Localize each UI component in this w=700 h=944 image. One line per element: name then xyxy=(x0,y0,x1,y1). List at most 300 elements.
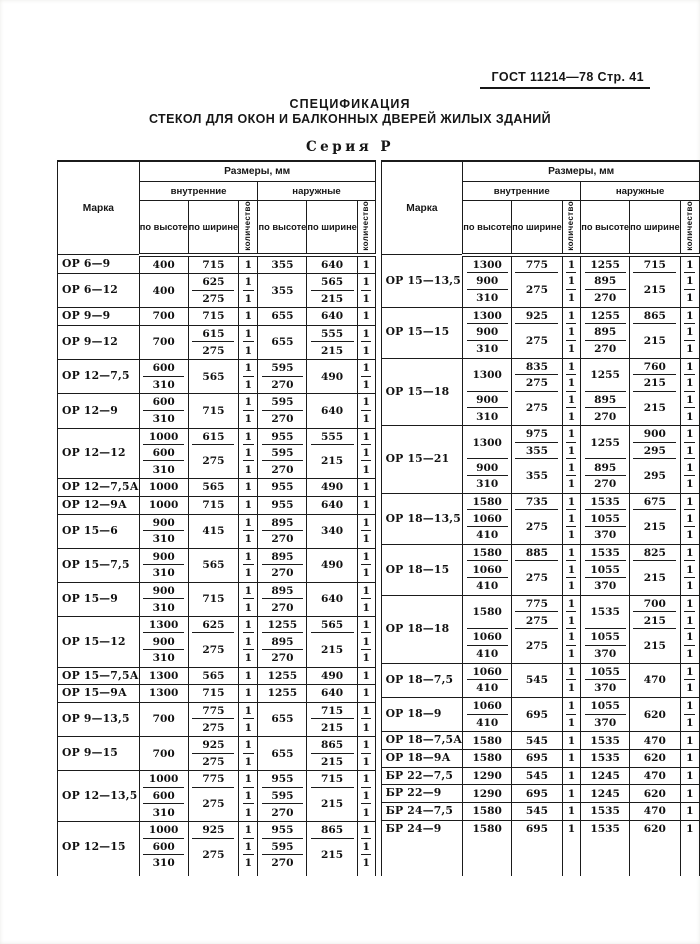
cell-ext-height: 895 xyxy=(258,582,307,599)
cell-int-height: 1290 xyxy=(463,767,512,785)
table-row xyxy=(58,771,376,788)
cell-int-height: 1060 xyxy=(463,698,512,715)
cell-ext-qty: 1 xyxy=(357,377,375,394)
cell-ext-width: 715 xyxy=(630,255,681,274)
cell-ext-height: 955 xyxy=(258,822,307,839)
cell-ext-width: 490 xyxy=(307,360,358,394)
cell-int-qty: 1 xyxy=(562,307,581,324)
cell-int-qty: 1 xyxy=(239,839,258,856)
cell-int-width: 275 xyxy=(188,343,239,360)
cell-ext-qty: 1 xyxy=(680,562,699,579)
cell-ext-qty: 1 xyxy=(357,462,375,479)
cell-int-width: 775 xyxy=(512,255,563,274)
cell-int-width: 275 xyxy=(512,392,563,426)
cell-ext-qty: 1 xyxy=(357,703,375,720)
table-row xyxy=(381,663,699,680)
table-row xyxy=(381,596,699,613)
cell-int-width: 715 xyxy=(188,496,239,514)
cell-int-width: 975 xyxy=(512,426,563,443)
cell-ext-qty: 1 xyxy=(680,460,699,477)
cell-ext-qty: 1 xyxy=(357,548,375,565)
cell-ext-height: 270 xyxy=(258,377,307,394)
cell-int-height: 410 xyxy=(463,646,512,663)
cell-int-height: 310 xyxy=(139,565,188,582)
table-row xyxy=(58,582,376,599)
filler-cell xyxy=(307,872,358,876)
table-row xyxy=(58,737,376,754)
cell-ext-height: 1255 xyxy=(581,307,630,324)
header-internal: внутренние xyxy=(463,182,581,201)
cell-ext-qty: 1 xyxy=(357,394,375,411)
cell-ext-qty: 1 xyxy=(357,855,375,872)
cell-ext-qty: 1 xyxy=(680,820,699,837)
cell-int-width: 545 xyxy=(512,732,563,750)
cell-int-qty: 1 xyxy=(562,767,581,785)
cell-ext-qty: 1 xyxy=(357,255,375,274)
cell-int-height: 900 xyxy=(463,324,512,341)
cell-int-qty: 1 xyxy=(562,732,581,750)
cell-int-width: 715 xyxy=(188,685,239,703)
cell-int-height: 1580 xyxy=(463,803,512,821)
cell-mark: БР 24—7,5 xyxy=(381,803,463,821)
cell-ext-height: 955 xyxy=(258,496,307,514)
cell-int-height: 1300 xyxy=(463,426,512,460)
cell-int-width: 715 xyxy=(188,308,239,326)
cell-int-qty: 1 xyxy=(562,426,581,443)
cell-ext-width: 215 xyxy=(630,613,681,630)
cell-int-qty: 1 xyxy=(562,613,581,630)
cell-ext-qty: 1 xyxy=(357,737,375,754)
cell-int-qty: 1 xyxy=(239,326,258,343)
cell-int-qty: 1 xyxy=(239,565,258,582)
cell-int-height: 310 xyxy=(139,600,188,617)
cell-int-width: 275 xyxy=(188,291,239,308)
cell-mark: ОР 15—6 xyxy=(58,514,140,548)
header-by-height: по высоте xyxy=(463,201,512,255)
cell-ext-height: 1255 xyxy=(581,358,630,392)
cell-ext-height: 595 xyxy=(258,788,307,805)
cell-int-width: 715 xyxy=(188,255,239,274)
cell-ext-qty: 1 xyxy=(680,596,699,613)
cell-ext-height: 595 xyxy=(258,839,307,856)
cell-int-qty: 1 xyxy=(562,409,581,426)
cell-int-width: 835 xyxy=(512,358,563,375)
header-quantity xyxy=(357,201,375,255)
filler-cell xyxy=(357,872,375,876)
cell-int-width: 735 xyxy=(512,494,563,511)
cell-ext-height: 270 xyxy=(258,565,307,582)
cell-int-width: 715 xyxy=(188,394,239,428)
cell-ext-height: 270 xyxy=(258,531,307,548)
cell-ext-width: 565 xyxy=(307,274,358,291)
cell-ext-qty: 1 xyxy=(680,392,699,409)
cell-int-qty: 1 xyxy=(562,358,581,375)
cell-ext-width: 470 xyxy=(630,803,681,821)
cell-int-height: 1000 xyxy=(139,822,188,839)
cell-int-qty: 1 xyxy=(562,341,581,358)
cell-int-width: 885 xyxy=(512,545,563,562)
cell-int-qty: 1 xyxy=(239,650,258,667)
cell-int-qty: 1 xyxy=(239,428,258,445)
cell-int-qty: 1 xyxy=(562,545,581,562)
cell-int-qty: 1 xyxy=(562,527,581,544)
cell-int-height: 310 xyxy=(139,411,188,428)
cell-ext-qty: 1 xyxy=(357,343,375,360)
table-row xyxy=(381,545,699,562)
header-quantity-label: количество xyxy=(684,201,694,251)
cell-ext-width: 340 xyxy=(307,514,358,548)
cell-ext-width: 620 xyxy=(630,785,681,803)
cell-ext-width: 470 xyxy=(630,663,681,697)
cell-int-width: 695 xyxy=(512,750,563,768)
cell-int-width: 565 xyxy=(188,479,239,497)
cell-mark: ОР 9—9 xyxy=(58,308,140,326)
cell-ext-width: 215 xyxy=(630,273,681,307)
cell-int-height: 310 xyxy=(139,805,188,822)
cell-ext-qty: 1 xyxy=(680,511,699,528)
cell-int-qty: 1 xyxy=(239,479,258,497)
cell-int-qty: 1 xyxy=(239,855,258,872)
cell-ext-qty: 1 xyxy=(357,685,375,703)
cell-ext-height: 1535 xyxy=(581,803,630,821)
table-row xyxy=(381,820,699,837)
cell-ext-width: 825 xyxy=(630,545,681,562)
table-row xyxy=(381,750,699,768)
page-header-gost: ГОСТ 11214—78 Стр. 41 xyxy=(480,70,650,89)
cell-ext-height: 370 xyxy=(581,578,630,595)
cell-ext-qty: 1 xyxy=(357,634,375,651)
cell-int-height: 700 xyxy=(139,737,188,771)
cell-int-qty: 1 xyxy=(239,462,258,479)
cell-int-height: 410 xyxy=(463,527,512,544)
cell-ext-height: 655 xyxy=(258,703,307,737)
filler-cell xyxy=(680,838,699,877)
cell-int-qty: 1 xyxy=(239,360,258,377)
header-by-height: по высоте xyxy=(139,201,188,255)
right-table-body xyxy=(381,255,699,876)
cell-int-width: 545 xyxy=(512,663,563,697)
cell-ext-qty: 1 xyxy=(680,527,699,544)
cell-int-qty: 1 xyxy=(239,737,258,754)
table-row xyxy=(58,394,376,411)
header-internal: внутренние xyxy=(139,182,258,201)
cell-int-width: 545 xyxy=(512,803,563,821)
cell-mark: ОР 12—15 xyxy=(58,822,140,872)
table-row xyxy=(58,428,376,445)
cell-ext-height: 270 xyxy=(258,650,307,667)
table-row xyxy=(381,803,699,821)
header-by-width: по ширине xyxy=(307,201,358,255)
cell-ext-width: 620 xyxy=(630,820,681,837)
cell-int-width: 275 xyxy=(188,445,239,479)
header-quantity xyxy=(562,201,581,255)
cell-int-qty: 1 xyxy=(239,617,258,634)
cell-ext-width: 470 xyxy=(630,767,681,785)
table-row xyxy=(381,732,699,750)
cell-int-height: 900 xyxy=(463,460,512,477)
cell-int-height: 1580 xyxy=(463,545,512,562)
cell-ext-qty: 1 xyxy=(357,496,375,514)
cell-ext-qty: 1 xyxy=(680,341,699,358)
cell-ext-qty: 1 xyxy=(357,531,375,548)
cell-ext-qty: 1 xyxy=(357,720,375,737)
cell-int-width: 925 xyxy=(512,307,563,324)
cell-int-height: 410 xyxy=(463,680,512,697)
left-table-header xyxy=(58,161,376,255)
header-by-height: по высоте xyxy=(581,201,630,255)
cell-ext-height: 895 xyxy=(258,634,307,651)
cell-ext-qty: 1 xyxy=(357,565,375,582)
cell-ext-height: 895 xyxy=(258,514,307,531)
cell-ext-qty: 1 xyxy=(680,715,699,732)
cell-int-height: 1000 xyxy=(139,479,188,497)
cell-int-qty: 1 xyxy=(562,785,581,803)
table-row xyxy=(58,360,376,377)
cell-ext-qty: 1 xyxy=(680,698,699,715)
header-by-width: по ширине xyxy=(512,201,563,255)
cell-ext-height: 1535 xyxy=(581,732,630,750)
cell-ext-height: 1255 xyxy=(258,685,307,703)
cell-int-qty: 1 xyxy=(239,377,258,394)
cell-int-height: 700 xyxy=(139,326,188,360)
cell-int-qty: 1 xyxy=(239,255,258,274)
cell-int-height: 900 xyxy=(139,514,188,531)
cell-int-width: 695 xyxy=(512,698,563,732)
cell-int-qty: 1 xyxy=(239,548,258,565)
filler-cell xyxy=(58,872,140,876)
cell-ext-qty: 1 xyxy=(680,476,699,493)
cell-int-height: 1060 xyxy=(463,562,512,579)
cell-ext-width: 700 xyxy=(630,596,681,613)
cell-ext-height: 1245 xyxy=(581,785,630,803)
cell-ext-width: 215 xyxy=(307,839,358,872)
table-row xyxy=(58,514,376,531)
cell-ext-qty: 1 xyxy=(680,646,699,663)
cell-ext-height: 270 xyxy=(581,290,630,307)
cell-ext-width: 675 xyxy=(630,494,681,511)
cell-int-qty: 1 xyxy=(562,273,581,290)
cell-int-width: 355 xyxy=(512,443,563,460)
table-row xyxy=(381,307,699,324)
header-by-width: по ширине xyxy=(188,201,239,255)
table-filler-row xyxy=(381,838,699,877)
cell-ext-height: 270 xyxy=(258,805,307,822)
cell-int-qty: 1 xyxy=(239,514,258,531)
cell-int-height: 1000 xyxy=(139,496,188,514)
cell-mark: ОР 18—9А xyxy=(381,750,463,768)
cell-ext-qty: 1 xyxy=(680,680,699,697)
cell-mark: ОР 12—9 xyxy=(58,394,140,428)
cell-ext-qty: 1 xyxy=(357,788,375,805)
cell-mark: БР 22—9 xyxy=(381,785,463,803)
cell-ext-width: 215 xyxy=(630,324,681,358)
cell-ext-width: 640 xyxy=(307,582,358,616)
cell-mark: ОР 15—13,5 xyxy=(381,255,463,308)
cell-ext-height: 270 xyxy=(258,855,307,872)
spec-subtitle: СТЕКОЛ ДЛЯ ОКОН И БАЛКОННЫХ ДВЕРЕЙ ЖИЛЫХ ЗДАНИЙ xyxy=(148,112,552,126)
cell-int-width: 695 xyxy=(512,820,563,837)
cell-mark: ОР 15—9А xyxy=(58,685,140,703)
cell-ext-width: 470 xyxy=(630,732,681,750)
table-row xyxy=(58,617,376,634)
cell-int-height: 1580 xyxy=(463,732,512,750)
cell-ext-qty: 1 xyxy=(680,663,699,680)
cell-int-width: 695 xyxy=(512,785,563,803)
cell-ext-qty: 1 xyxy=(680,324,699,341)
cell-ext-width: 865 xyxy=(307,822,358,839)
cell-int-qty: 1 xyxy=(562,324,581,341)
cell-mark: ОР 9—13,5 xyxy=(58,703,140,737)
cell-ext-height: 270 xyxy=(258,600,307,617)
cell-int-width: 625 xyxy=(188,617,239,634)
cell-int-width: 275 xyxy=(512,613,563,630)
cell-ext-width: 490 xyxy=(307,548,358,582)
cell-int-qty: 1 xyxy=(239,496,258,514)
cell-ext-qty: 1 xyxy=(680,494,699,511)
table-row xyxy=(381,255,699,274)
cell-ext-height: 370 xyxy=(581,715,630,732)
cell-int-height: 400 xyxy=(139,274,188,308)
filler-cell xyxy=(630,838,681,877)
cell-int-width: 925 xyxy=(188,737,239,754)
cell-int-qty: 1 xyxy=(239,531,258,548)
cell-mark: ОР 18—13,5 xyxy=(381,494,463,545)
cell-int-height: 600 xyxy=(139,839,188,856)
filler-cell xyxy=(258,872,307,876)
cell-int-qty: 1 xyxy=(562,803,581,821)
cell-int-height: 900 xyxy=(139,548,188,565)
cell-ext-qty: 1 xyxy=(680,426,699,443)
table-row xyxy=(58,479,376,497)
cell-ext-height: 270 xyxy=(581,409,630,426)
cell-ext-width: 900 xyxy=(630,426,681,443)
cell-ext-width: 215 xyxy=(307,754,358,771)
cell-int-qty: 1 xyxy=(562,698,581,715)
cell-int-height: 1580 xyxy=(463,596,512,630)
cell-ext-height: 895 xyxy=(581,273,630,290)
cell-int-height: 1060 xyxy=(463,629,512,646)
cell-ext-width: 215 xyxy=(307,445,358,479)
cell-mark: БР 22—7,5 xyxy=(381,767,463,785)
cell-mark: ОР 12—9А xyxy=(58,496,140,514)
cell-int-qty: 1 xyxy=(239,274,258,291)
cell-int-qty: 1 xyxy=(239,822,258,839)
cell-int-qty: 1 xyxy=(239,805,258,822)
cell-int-qty: 1 xyxy=(562,750,581,768)
table-row xyxy=(381,426,699,443)
cell-mark: ОР 18—9 xyxy=(381,698,463,732)
series-label: Серия Р xyxy=(305,139,395,155)
cell-mark: ОР 15—12 xyxy=(58,617,140,668)
cell-ext-qty: 1 xyxy=(680,732,699,750)
cell-ext-height: 1055 xyxy=(581,698,630,715)
cell-ext-width: 215 xyxy=(630,392,681,426)
cell-int-height: 1300 xyxy=(463,307,512,324)
cell-mark: ОР 12—7,5 xyxy=(58,360,140,394)
cell-int-qty: 1 xyxy=(562,494,581,511)
cell-mark: ОР 15—7,5А xyxy=(58,667,140,685)
cell-ext-qty: 1 xyxy=(357,771,375,788)
cell-ext-height: 355 xyxy=(258,255,307,274)
cell-int-height: 900 xyxy=(139,634,188,651)
cell-int-width: 275 xyxy=(512,629,563,663)
cell-ext-width: 620 xyxy=(630,698,681,732)
cell-int-width: 925 xyxy=(188,822,239,839)
cell-ext-qty: 1 xyxy=(357,411,375,428)
cell-ext-height: 655 xyxy=(258,326,307,360)
cell-ext-qty: 1 xyxy=(357,805,375,822)
cell-ext-qty: 1 xyxy=(357,839,375,856)
cell-ext-width: 640 xyxy=(307,255,358,274)
right-table-header xyxy=(381,161,699,255)
cell-int-height: 310 xyxy=(463,341,512,358)
cell-mark: ОР 6—9 xyxy=(58,255,140,274)
cell-ext-qty: 1 xyxy=(680,358,699,375)
cell-int-qty: 1 xyxy=(562,680,581,697)
cell-int-height: 1060 xyxy=(463,663,512,680)
table-row xyxy=(381,767,699,785)
cell-int-height: 1580 xyxy=(463,820,512,837)
cell-ext-qty: 1 xyxy=(680,273,699,290)
cell-int-qty: 1 xyxy=(239,667,258,685)
cell-ext-qty: 1 xyxy=(680,578,699,595)
cell-int-qty: 1 xyxy=(562,511,581,528)
cell-int-width: 275 xyxy=(188,634,239,668)
cell-mark: ОР 15—9 xyxy=(58,582,140,616)
cell-int-height: 1290 xyxy=(463,785,512,803)
cell-ext-qty: 1 xyxy=(680,443,699,460)
cell-ext-height: 955 xyxy=(258,479,307,497)
cell-int-height: 600 xyxy=(139,445,188,462)
cell-int-qty: 1 xyxy=(562,578,581,595)
cell-ext-width: 640 xyxy=(307,685,358,703)
cell-ext-width: 295 xyxy=(630,460,681,494)
cell-int-height: 310 xyxy=(463,409,512,426)
table-row xyxy=(58,685,376,703)
cell-int-qty: 1 xyxy=(239,291,258,308)
cell-int-width: 355 xyxy=(512,460,563,494)
header-mark: Марка xyxy=(58,161,140,255)
cell-ext-height: 895 xyxy=(581,460,630,477)
cell-ext-height: 1255 xyxy=(258,617,307,634)
filler-cell xyxy=(188,872,239,876)
cell-ext-height: 595 xyxy=(258,360,307,377)
cell-ext-qty: 1 xyxy=(357,617,375,634)
cell-ext-height: 1255 xyxy=(258,667,307,685)
cell-ext-height: 370 xyxy=(581,680,630,697)
table-row xyxy=(381,785,699,803)
cell-ext-width: 640 xyxy=(307,496,358,514)
spec-title: СПЕЦИФИКАЦИЯ xyxy=(289,97,411,111)
filler-cell xyxy=(139,872,188,876)
cell-ext-height: 955 xyxy=(258,771,307,788)
table-row xyxy=(381,698,699,715)
cell-int-height: 900 xyxy=(463,392,512,409)
cell-mark: ОР 15—7,5 xyxy=(58,548,140,582)
cell-int-qty: 1 xyxy=(239,308,258,326)
filler-cell xyxy=(562,838,581,877)
cell-int-qty: 1 xyxy=(562,562,581,579)
right-spec-table xyxy=(381,160,700,876)
cell-int-width: 275 xyxy=(188,754,239,771)
cell-ext-qty: 1 xyxy=(680,613,699,630)
cell-ext-width: 555 xyxy=(307,326,358,343)
cell-int-width: 625 xyxy=(188,274,239,291)
cell-ext-width: 215 xyxy=(630,562,681,596)
cell-int-height: 1300 xyxy=(463,255,512,274)
table-row xyxy=(381,494,699,511)
cell-int-height: 1000 xyxy=(139,771,188,788)
